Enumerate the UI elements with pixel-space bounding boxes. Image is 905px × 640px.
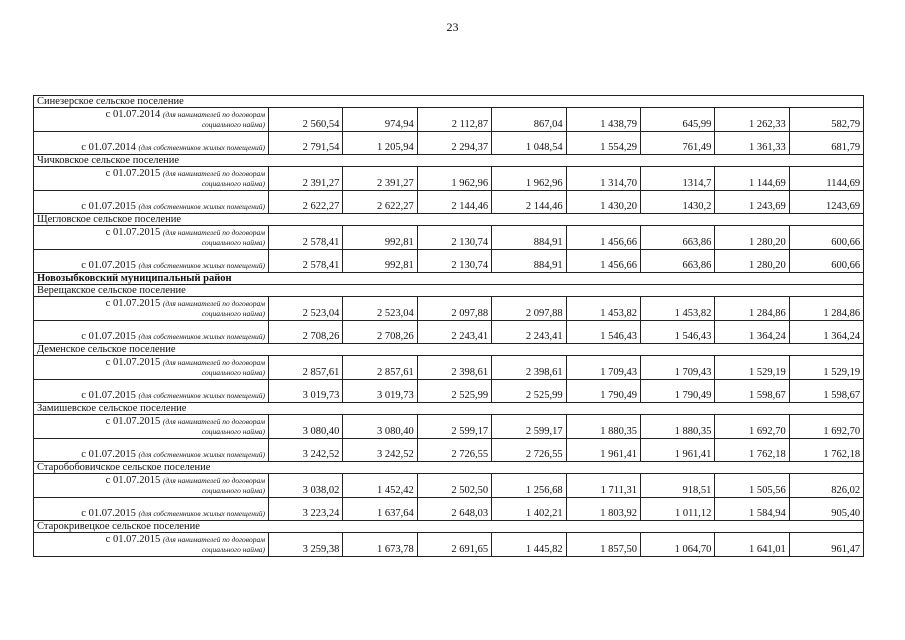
tariff-period-label: [34, 321, 269, 344]
tariff-value-cell: 1 529,19: [715, 356, 789, 380]
settlement-header-row: [34, 521, 864, 533]
payer-category-note: (для нанимателей по договорам: [162, 358, 265, 367]
tariff-value-cell: 681,79: [789, 132, 863, 155]
tariff-value-cell: 1 144,69: [715, 167, 789, 191]
tariff-value-cell: 1 064,70: [640, 533, 714, 557]
effective-date: с 01.07.2015: [105, 416, 161, 427]
tariff-value-cell: 2 398,61: [417, 356, 491, 380]
tariff-value-cell: 2 112,87: [417, 108, 491, 132]
tariff-period-label: [34, 132, 269, 155]
tariff-value-cell: 1 790,49: [640, 380, 714, 403]
tariff-value-cell: 1 762,18: [789, 439, 863, 462]
owner-tariff-row: [34, 250, 864, 273]
tariff-value-cell: 867,04: [492, 108, 566, 132]
tariff-period-label: [34, 226, 269, 250]
owner-tariff-row: [34, 132, 864, 155]
settlement-header-row: [34, 96, 864, 108]
tariff-value-cell: 3 080,40: [269, 415, 343, 439]
tariff-value-cell: 2 578,41: [269, 250, 343, 273]
effective-date: с 01.07.2015: [105, 357, 161, 368]
district-name: Новозыбковский муниципальный район: [34, 273, 864, 285]
tariff-value-cell: 1 857,50: [566, 533, 640, 557]
tariff-period-label: [34, 474, 269, 498]
owner-tariff-row: [34, 439, 864, 462]
tariff-value-cell: 1 284,86: [789, 297, 863, 321]
tariff-value-cell: 761,49: [640, 132, 714, 155]
tariff-value-cell: 3 019,73: [269, 380, 343, 403]
tariff-value-cell: 1144,69: [789, 167, 863, 191]
tariff-value-cell: 2 560,54: [269, 108, 343, 132]
tariff-value-cell: 2 726,55: [492, 439, 566, 462]
effective-date: с 01.07.2015: [81, 449, 136, 460]
tariff-value-cell: 1 011,12: [640, 498, 714, 521]
tariff-value-cell: 2 398,61: [492, 356, 566, 380]
tariff-table-body: [34, 96, 864, 557]
tariff-value-cell: 1 529,19: [789, 356, 863, 380]
tariff-value-cell: 1 284,86: [715, 297, 789, 321]
tariff-value-cell: 2 144,46: [417, 191, 491, 214]
tariff-value-cell: 992,81: [343, 226, 417, 250]
effective-date: с 01.07.2015: [105, 475, 161, 486]
settlement-header-row: [34, 214, 864, 226]
tariff-value-cell: 2 294,37: [417, 132, 491, 155]
tariff-value-cell: 2 525,99: [417, 380, 491, 403]
tariff-period-label: [34, 108, 269, 132]
payer-category-note-cont: социального найма): [201, 309, 265, 318]
tariff-value-cell: 2 243,41: [492, 321, 566, 344]
owner-tariff-row: [34, 380, 864, 403]
tenant-tariff-row: [34, 533, 864, 557]
tariff-value-cell: 2 523,04: [269, 297, 343, 321]
tariff-value-cell: 1 961,41: [566, 439, 640, 462]
tariff-value-cell: 905,40: [789, 498, 863, 521]
tariff-value-cell: 1 546,43: [566, 321, 640, 344]
effective-date: с 01.07.2014: [81, 142, 136, 153]
settlement-name: Деменское сельское поселение: [34, 344, 864, 356]
payer-category-note: (для нанимателей по договорам: [162, 417, 265, 426]
tariff-value-cell: 3 019,73: [343, 380, 417, 403]
tenant-tariff-row: [34, 297, 864, 321]
tariff-value-cell: 2 525,99: [492, 380, 566, 403]
tariff-value-cell: 1 280,20: [715, 226, 789, 250]
tariff-value-cell: 974,94: [343, 108, 417, 132]
tariff-value-cell: 1430,2: [640, 191, 714, 214]
tariff-value-cell: 1 584,94: [715, 498, 789, 521]
tariff-value-cell: 663,86: [640, 226, 714, 250]
tariff-value-cell: 3 080,40: [343, 415, 417, 439]
tariff-value-cell: 1 205,94: [343, 132, 417, 155]
tariff-value-cell: 2 857,61: [343, 356, 417, 380]
payer-category-note-cont: социального найма): [201, 368, 265, 377]
tariff-period-label: [34, 250, 269, 273]
tariff-value-cell: 1 790,49: [566, 380, 640, 403]
tariff-period-label: [34, 167, 269, 191]
tariff-value-cell: 1 546,43: [640, 321, 714, 344]
tariff-value-cell: 961,47: [789, 533, 863, 557]
tariff-period-label: [34, 415, 269, 439]
payer-category-note: (для нанимателей по договорам: [162, 299, 265, 308]
tariff-value-cell: 1 314,70: [566, 167, 640, 191]
owner-tariff-row: [34, 191, 864, 214]
tariff-value-cell: 3 038,02: [269, 474, 343, 498]
effective-date: с 01.07.2015: [81, 390, 136, 401]
tariff-value-cell: 1 048,54: [492, 132, 566, 155]
tenant-tariff-row: [34, 167, 864, 191]
payer-category-note: (для нанимателей по договорам: [162, 535, 265, 544]
effective-date: с 01.07.2015: [81, 508, 136, 519]
tenant-tariff-row: [34, 226, 864, 250]
payer-category-note: (для собственников жилых помещений): [138, 202, 265, 211]
tariff-value-cell: 1 262,33: [715, 108, 789, 132]
settlement-header-row: [34, 285, 864, 297]
tariff-value-cell: 1 453,82: [640, 297, 714, 321]
tariff-value-cell: 2 130,74: [417, 250, 491, 273]
tariff-period-label: [34, 297, 269, 321]
tariff-value-cell: 1 402,21: [492, 498, 566, 521]
payer-category-note: (для собственников жилых помещений): [138, 509, 265, 518]
settlement-name: Верещакское сельское поселение: [34, 285, 864, 297]
tariff-value-cell: 2 502,50: [417, 474, 491, 498]
tariff-period-label: [34, 439, 269, 462]
tariff-value-cell: 1 280,20: [715, 250, 789, 273]
tariff-value-cell: 2 857,61: [269, 356, 343, 380]
tariff-value-cell: 2 144,46: [492, 191, 566, 214]
tariff-value-cell: 2 391,27: [269, 167, 343, 191]
tariff-period-label: [34, 533, 269, 557]
page-number: 23: [446, 20, 459, 34]
tariff-value-cell: 1 641,01: [715, 533, 789, 557]
tariff-value-cell: 826,02: [789, 474, 863, 498]
settlement-name: Замишевское сельское поселение: [34, 403, 864, 415]
tariff-value-cell: 1 762,18: [715, 439, 789, 462]
tenant-tariff-row: [34, 415, 864, 439]
effective-date: с 01.07.2014: [105, 109, 161, 120]
payer-category-note: (для собственников жилых помещений): [138, 332, 265, 341]
tariff-value-cell: 1 456,66: [566, 226, 640, 250]
tenant-tariff-row: [34, 356, 864, 380]
tariff-value-cell: 600,66: [789, 250, 863, 273]
tariff-value-cell: 582,79: [789, 108, 863, 132]
tariff-value-cell: 2 599,17: [417, 415, 491, 439]
tariff-value-cell: 1 598,67: [715, 380, 789, 403]
tariff-table: [33, 95, 864, 557]
payer-category-note: (для собственников жилых помещений): [138, 450, 265, 459]
tariff-value-cell: 1 364,24: [715, 321, 789, 344]
effective-date: с 01.07.2015: [81, 260, 136, 271]
tariff-value-cell: 2 622,27: [343, 191, 417, 214]
payer-category-note-cont: социального найма): [201, 179, 265, 188]
tariff-value-cell: 1 637,64: [343, 498, 417, 521]
tariff-value-cell: 3 242,52: [269, 439, 343, 462]
tariff-value-cell: 645,99: [640, 108, 714, 132]
tariff-value-cell: 2 691,65: [417, 533, 491, 557]
tariff-value-cell: 663,86: [640, 250, 714, 273]
tariff-value-cell: 884,91: [492, 226, 566, 250]
tariff-value-cell: 3 242,52: [343, 439, 417, 462]
tariff-value-cell: 600,66: [789, 226, 863, 250]
tariff-value-cell: 1 452,42: [343, 474, 417, 498]
payer-category-note: (для собственников жилых помещений): [138, 261, 265, 270]
payer-category-note-cont: социального найма): [201, 120, 265, 129]
tariff-value-cell: 1 364,24: [789, 321, 863, 344]
effective-date: с 01.07.2015: [105, 534, 161, 545]
tariff-value-cell: 2 130,74: [417, 226, 491, 250]
tariff-value-cell: 2 708,26: [343, 321, 417, 344]
owner-tariff-row: [34, 498, 864, 521]
tariff-value-cell: 2 791,54: [269, 132, 343, 155]
tariff-value-cell: 2 523,04: [343, 297, 417, 321]
tariff-value-cell: 2 097,88: [492, 297, 566, 321]
effective-date: с 01.07.2015: [81, 201, 136, 212]
tariff-value-cell: 2 708,26: [269, 321, 343, 344]
tariff-value-cell: 1 453,82: [566, 297, 640, 321]
payer-category-note-cont: социального найма): [201, 486, 265, 495]
tariff-period-label: [34, 498, 269, 521]
effective-date: с 01.07.2015: [105, 227, 161, 238]
tariff-value-cell: 1 961,41: [640, 439, 714, 462]
payer-category-note: (для нанимателей по договорам: [162, 110, 265, 119]
payer-category-note: (для собственников жилых помещений): [138, 391, 265, 400]
tariff-value-cell: 1 880,35: [640, 415, 714, 439]
settlement-header-row: [34, 403, 864, 415]
tariff-value-cell: 1 256,68: [492, 474, 566, 498]
tariff-value-cell: 918,51: [640, 474, 714, 498]
tariff-value-cell: 884,91: [492, 250, 566, 273]
tariff-value-cell: 3 259,38: [269, 533, 343, 557]
settlement-header-row: [34, 155, 864, 167]
owner-tariff-row: [34, 321, 864, 344]
payer-category-note: (для нанимателей по договорам: [162, 169, 265, 178]
tariff-value-cell: 2 622,27: [269, 191, 343, 214]
tariff-period-label: [34, 191, 269, 214]
settlement-header-row: [34, 462, 864, 474]
tariff-value-cell: 1 711,31: [566, 474, 640, 498]
tenant-tariff-row: [34, 474, 864, 498]
tariff-value-cell: 1314,7: [640, 167, 714, 191]
tariff-value-cell: 1 709,43: [566, 356, 640, 380]
tariff-value-cell: 1 438,79: [566, 108, 640, 132]
tariff-value-cell: 2 726,55: [417, 439, 491, 462]
tariff-value-cell: 1 692,70: [715, 415, 789, 439]
tariff-value-cell: 1 709,43: [640, 356, 714, 380]
tariff-value-cell: 2 578,41: [269, 226, 343, 250]
settlement-name: Старобобовичское сельское поселение: [34, 462, 864, 474]
settlement-name: Старокривецкое сельское поселение: [34, 521, 864, 533]
tariff-value-cell: 2 243,41: [417, 321, 491, 344]
tariff-value-cell: 1 430,20: [566, 191, 640, 214]
tariff-value-cell: 1 803,92: [566, 498, 640, 521]
tariff-value-cell: 1 880,35: [566, 415, 640, 439]
tariff-value-cell: 1 962,96: [417, 167, 491, 191]
tariff-value-cell: 2 391,27: [343, 167, 417, 191]
tariff-period-label: [34, 380, 269, 403]
tariff-value-cell: 1 456,66: [566, 250, 640, 273]
settlement-header-row: [34, 344, 864, 356]
payer-category-note: (для нанимателей по договорам: [162, 476, 265, 485]
settlement-name: Щегловское сельское поселение: [34, 214, 864, 226]
payer-category-note-cont: социального найма): [201, 545, 265, 554]
tariff-value-cell: 1 445,82: [492, 533, 566, 557]
tariff-period-label: [34, 356, 269, 380]
tariff-value-cell: 992,81: [343, 250, 417, 273]
tariff-value-cell: 1 692,70: [789, 415, 863, 439]
effective-date: с 01.07.2015: [105, 298, 161, 309]
effective-date: с 01.07.2015: [81, 331, 136, 342]
settlement-name: Чичковское сельское поселение: [34, 155, 864, 167]
district-header-row: [34, 273, 864, 285]
tariff-value-cell: 2 599,17: [492, 415, 566, 439]
tariff-value-cell: 1 243,69: [715, 191, 789, 214]
tariff-value-cell: 1 962,96: [492, 167, 566, 191]
settlement-name: Синезерское сельское поселение: [34, 96, 864, 108]
tariff-value-cell: 3 223,24: [269, 498, 343, 521]
payer-category-note-cont: социального найма): [201, 427, 265, 436]
tariff-value-cell: 1 361,33: [715, 132, 789, 155]
effective-date: с 01.07.2015: [105, 168, 161, 179]
payer-category-note-cont: социального найма): [201, 238, 265, 247]
tariff-value-cell: 1 598,67: [789, 380, 863, 403]
tariff-value-cell: 1 673,78: [343, 533, 417, 557]
tariff-value-cell: 2 648,03: [417, 498, 491, 521]
tenant-tariff-row: [34, 108, 864, 132]
tariff-value-cell: 1 505,56: [715, 474, 789, 498]
payer-category-note: (для нанимателей по договорам: [162, 228, 265, 237]
tariff-value-cell: 2 097,88: [417, 297, 491, 321]
payer-category-note: (для собственников жилых помещений): [138, 143, 265, 152]
tariff-value-cell: 1243,69: [789, 191, 863, 214]
tariff-value-cell: 1 554,29: [566, 132, 640, 155]
